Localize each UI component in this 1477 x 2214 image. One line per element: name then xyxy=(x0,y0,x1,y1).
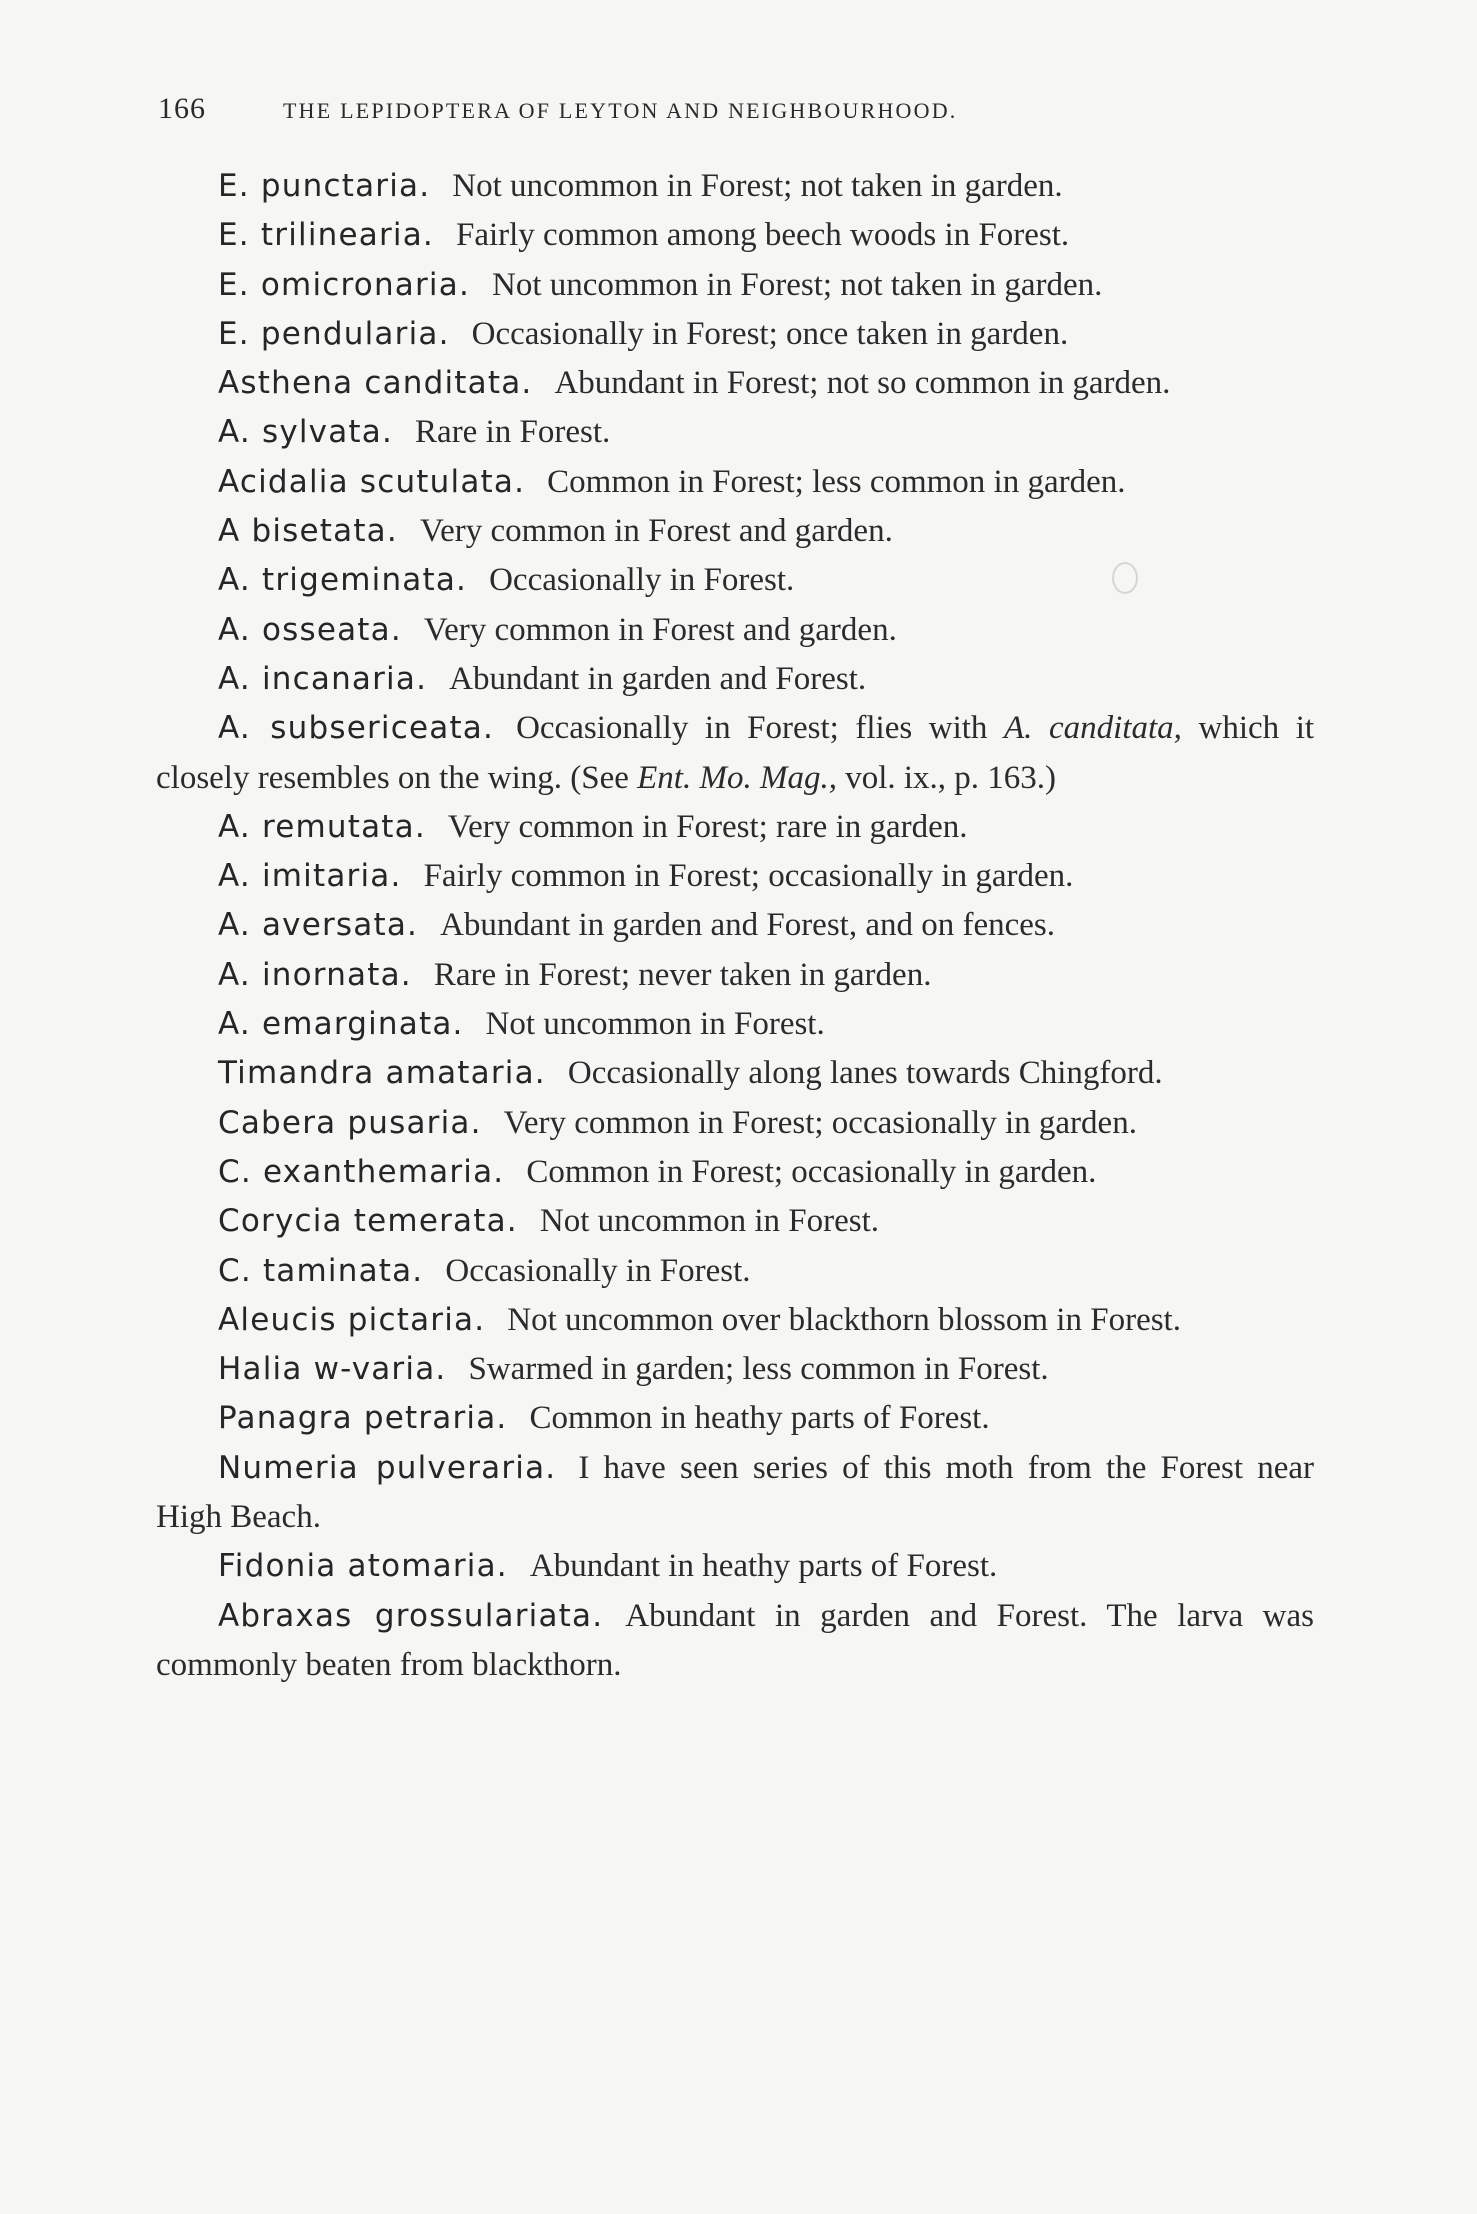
species-note: Not uncommon in Forest. xyxy=(539,1203,880,1240)
species-name: A. incanaria. xyxy=(218,660,428,697)
species-name: A bisetata. xyxy=(218,513,398,550)
species-note: Abundant in garden and Forest, and on fences. xyxy=(440,907,1056,944)
species-name: A. sylvata. xyxy=(218,414,394,451)
species-entry xyxy=(156,704,1314,803)
species-entry xyxy=(156,1345,1314,1394)
species-note: Abundant in garden and Forest. The larva was commonly beaten from blackthorn. xyxy=(156,1597,1315,1683)
species-entry xyxy=(156,655,1314,704)
species-name: Acidalia scutulata. xyxy=(218,463,526,500)
species-note: Rare in Forest; never taken in garden. xyxy=(433,956,932,993)
species-note: Not uncommon in Forest; not taken in garden. xyxy=(452,168,1063,204)
species-name: A. imitaria. xyxy=(218,858,402,895)
species-entry xyxy=(156,1000,1314,1049)
species-entry xyxy=(156,211,1314,260)
species-entry xyxy=(156,458,1314,507)
species-note: Common in Forest; occasionally in garden. xyxy=(526,1153,1097,1190)
species-note: Not uncommon over blackthorn blossom in Forest. xyxy=(507,1301,1181,1338)
species-note: Rare in Forest. xyxy=(415,414,611,451)
species-entry xyxy=(156,1592,1314,1691)
species-name: A. aversata. xyxy=(218,907,419,944)
species-note: Very common in Forest and garden. xyxy=(423,611,897,648)
species-note: Occasionally in Forest; once taken in garden. xyxy=(471,315,1069,352)
species-note: Fairly common among beech woods in Forest. xyxy=(455,217,1070,254)
species-note: Occasionally in Forest. xyxy=(445,1252,751,1289)
species-entry xyxy=(156,951,1314,1000)
species-name: Abraxas grossulariata. xyxy=(218,1597,604,1634)
species-entry xyxy=(156,1247,1314,1296)
species-note: Very common in Forest and garden. xyxy=(419,513,893,550)
species-note: Occasionally along lanes towards Chingford. xyxy=(567,1055,1163,1092)
species-name: Halia w-varia. xyxy=(218,1351,447,1388)
species-entry xyxy=(156,1394,1314,1443)
journal-reference-italic: Ent. Mo. Mag., xyxy=(637,759,837,796)
species-entry xyxy=(156,803,1314,852)
species-name: C. taminata. xyxy=(218,1252,424,1289)
species-entry xyxy=(156,1049,1314,1098)
species-note: Common in Forest; less common in garden. xyxy=(547,463,1126,500)
species-entry xyxy=(156,606,1314,655)
species-note: Very common in Forest; rare in garden. xyxy=(447,808,968,845)
species-entry xyxy=(156,901,1314,950)
species-entry xyxy=(156,1197,1314,1246)
species-name: A. remutata. xyxy=(218,808,426,845)
running-title: THE LEPIDOPTERA OF LEYTON AND NEIGHBOURHOOD. xyxy=(283,98,958,123)
species-entry xyxy=(156,359,1314,408)
journal-volume: vol. ix., p. 163.) xyxy=(845,759,1057,796)
species-name: A. emarginata. xyxy=(218,1006,464,1043)
species-note: Common in heathy parts of Forest. xyxy=(529,1400,990,1437)
page-header xyxy=(158,92,1198,132)
species-note-continued: which it closely resembles on the wing. (See xyxy=(156,710,1315,796)
species-name: Numeria pulveraria. xyxy=(218,1449,557,1486)
species-entry xyxy=(156,1542,1314,1591)
species-entry xyxy=(156,852,1314,901)
species-name: E. omicronaria. xyxy=(218,266,470,303)
species-entry xyxy=(156,1444,1314,1543)
species-name: Corycia temerata. xyxy=(218,1203,518,1240)
species-entry xyxy=(156,556,1314,605)
species-name: A. subsericeata. xyxy=(218,710,495,747)
species-entry xyxy=(156,261,1314,310)
species-note: Fairly common in Forest; occasionally in garden. xyxy=(423,858,1074,895)
species-entry xyxy=(156,408,1314,457)
species-note: Very common in Forest; occasionally in garden. xyxy=(503,1104,1137,1141)
species-name: Timandra amataria. xyxy=(218,1055,546,1092)
species-name: Panagra petraria. xyxy=(218,1400,508,1437)
species-name: A. osseata. xyxy=(218,611,402,648)
species-name: C. exanthemaria. xyxy=(218,1153,505,1190)
species-entry xyxy=(156,310,1314,359)
species-entry xyxy=(156,1296,1314,1345)
species-entry xyxy=(156,162,1314,211)
species-note: Not uncommon in Forest; not taken in garden. xyxy=(492,266,1103,303)
species-note: Abundant in garden and Forest. xyxy=(449,660,867,697)
species-name: Cabera pusaria. xyxy=(218,1104,482,1141)
species-name: E. punctaria. xyxy=(218,168,431,204)
species-name: Asthena canditata. xyxy=(218,365,533,402)
species-name: Fidonia atomaria. xyxy=(218,1548,508,1585)
species-note: Abundant in Forest; not so common in garden. xyxy=(554,365,1171,402)
species-reference-italic: A. canditata, xyxy=(1004,710,1182,747)
species-entry xyxy=(156,1099,1314,1148)
species-name: A. inornata. xyxy=(218,956,412,993)
species-note: Abundant in heathy parts of Forest. xyxy=(529,1548,998,1585)
species-name: Aleucis pictaria. xyxy=(218,1301,486,1338)
species-entry xyxy=(156,1148,1314,1197)
species-name: E. trilinearia. xyxy=(218,217,434,254)
species-name: A. trigeminata. xyxy=(218,562,468,599)
species-entry xyxy=(156,507,1314,556)
species-note: Swarmed in garden; less common in Forest. xyxy=(468,1351,1049,1388)
page-number: 166 xyxy=(158,92,206,125)
species-list xyxy=(156,162,1314,1690)
species-name: E. pendularia. xyxy=(218,315,450,352)
species-note: I have seen series of this moth from the Forest near High Beach. xyxy=(156,1449,1314,1536)
species-note: Occasionally in Forest. xyxy=(489,562,795,599)
species-note: Occasionally in Forest; flies with xyxy=(516,710,988,747)
species-note: Not uncommon in Forest. xyxy=(485,1006,825,1043)
